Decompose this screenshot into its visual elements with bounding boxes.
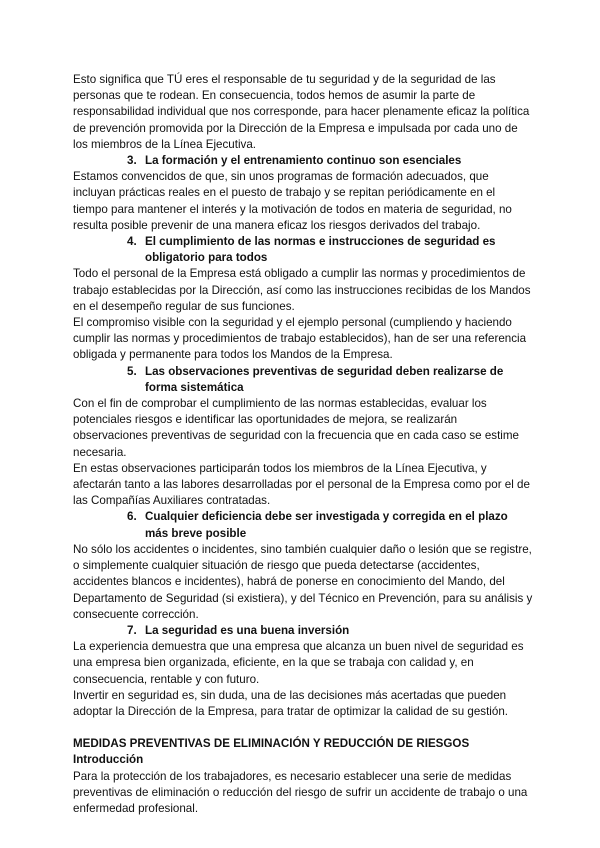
paragraph: El compromiso visible con la seguridad y el ejemplo personal (cumpliendo y haciendo cumplir las normas y procedimientos de trabajo establecidos), han de ser una referencia obligada y permanente para todos los Mandos de la Empresa. — [73, 316, 527, 362]
numbered-heading-6 — [73, 509, 533, 541]
numbered-heading-7 — [73, 623, 533, 639]
paragraph: Estamos convencidos de que, sin unos programas de formación adecuados, que incluyan prácticas reales en el puesto de trabajo y se repitan periódicamente en el tiempo para mantener el interés y la motivación de todos en materia de seguridad, no resulta posible prevenir de una manera eficaz los riesgos derivados del trabajo. — [73, 170, 512, 232]
page-content — [73, 72, 533, 817]
heading-number: 4. — [127, 235, 137, 249]
heading-text: La formación y el entrenamiento continuo son esenciales — [145, 154, 462, 168]
heading-text: La seguridad es una buena inversión — [145, 623, 350, 637]
paragraph: Todo el personal de la Empresa está obligado a cumplir las normas y procedimientos de trabajo establecidas por la Dirección, así como las instrucciones recibidas de los Mandos en el desempeño regular de sus funciones. — [73, 267, 531, 313]
paragraph: Con el fin de comprobar el cumplimiento de las normas establecidas, evaluar los potenciales riesgos e identificar las oportunidades de mejora, se realizarán observaciones preventivas de seguridad con la frecuencia que en cada caso se estime necesaria. — [73, 397, 519, 459]
paragraph: La experiencia demuestra que una empresa que alcanza un buen nivel de seguridad es una empresa bien organizada, eficiente, en la que se trabaja con calidad y, en consecuencia, rentable y con futuro. — [73, 640, 524, 686]
paragraph: Esto significa que TÚ eres el responsable de tu seguridad y de la seguridad de las personas que te rodean. En consecuencia, todos hemos de asumir la parte de responsabilidad individual que nos corresponde, para hacer plenamente eficaz la política de prevención promovida por la Dirección de la Empresa e impulsada por cada uno de los miembros de la Línea Ejecutiva. — [73, 73, 530, 151]
paragraph: Para la protección de los trabajadores, es necesario establecer una serie de medidas preventivas de eliminación o reducción del riesgo de sufrir un accidente de trabajo o una enfermedad profesional. — [73, 769, 528, 815]
numbered-heading-3 — [73, 153, 533, 169]
heading-text: El cumplimiento de las normas e instrucciones de seguridad es obligatorio para todos — [145, 235, 496, 265]
numbered-heading-5 — [73, 364, 533, 396]
heading-number: 7. — [127, 623, 137, 637]
heading-number: 3. — [127, 154, 137, 168]
paragraph: Invertir en seguridad es, sin duda, una de las decisiones más acertadas que pueden adoptar la Dirección de la Empresa, para tratar de optimizar la calidad de su gestión. — [73, 688, 508, 718]
heading-number: 5. — [127, 364, 137, 378]
subsection-title: Introducción — [73, 753, 144, 767]
heading-number: 6. — [127, 510, 137, 524]
heading-text: Las observaciones preventivas de seguridad deben realizarse de forma sistemática — [145, 364, 504, 394]
heading-text: Cualquier deficiencia debe ser investigada y corregida en el plazo más breve posible — [145, 510, 508, 540]
numbered-heading-4 — [73, 234, 533, 266]
paragraph: En estas observaciones participarán todos los miembros de la Línea Ejecutiva, y afectarán tanto a las labores desarrolladas por el personal de la Empresa como por el de las Compañías Auxiliares contratadas. — [73, 461, 530, 508]
section-title: MEDIDAS PREVENTIVAS DE ELIMINACIÓN Y REDUCCIÓN DE RIESGOS — [73, 737, 470, 751]
paragraph: No sólo los accidentes o incidentes, sino también cualquier daño o lesión que se registre, o simplemente cualquier situación de riesgo que pueda detectarse (accidentes, accidentes blancos e incidentes), habrá de ponerse en conocimiento del Mando, del Departamento de Seguridad (si existiera), y del Técnico en Prevención, para su análisis y consecuente corrección. — [73, 542, 533, 621]
